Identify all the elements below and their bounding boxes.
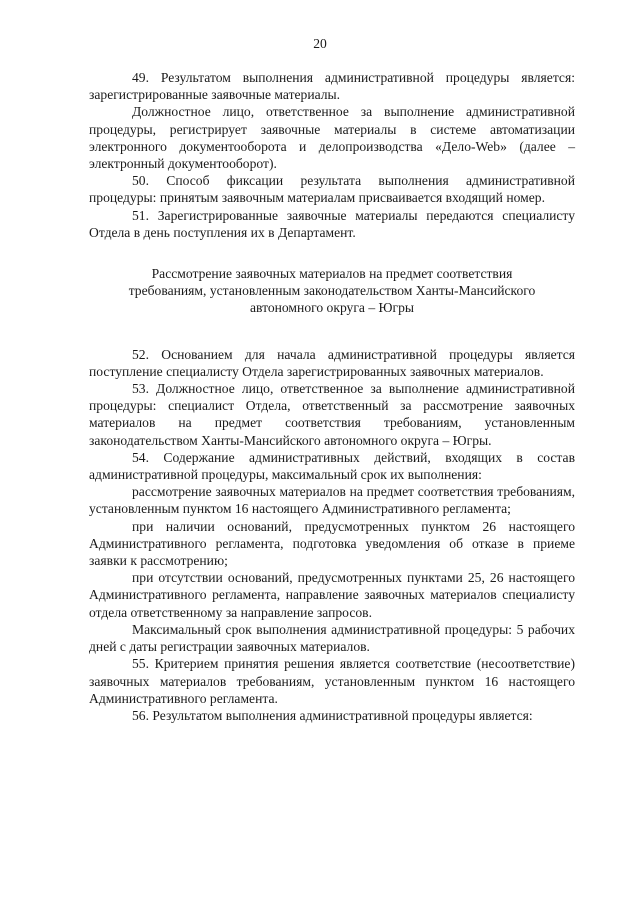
paragraph-55: 55. Критерием принятия решения является соответствие (несоответствие) заявочных материалов требованиям, установленным пунктом 16 настоящего Административного регламента. xyxy=(89,656,575,706)
paragraph-53: 53. Должностное лицо, ответственное за выполнение административной процедуры: специалист Отдела, ответственный за рассмотрение заявочных материалов на предмет соответствия требованиям, установленным законодательством Ханты-Мансийского автономного округа – Югры. xyxy=(89,381,575,448)
paragraph-50: 50. Способ фиксации результата выполнения административной процедуры: принятым заявочным материалам присваивается входящий номер. xyxy=(89,173,575,206)
list-item-review: рассмотрение заявочных материалов на предмет соответствия требованиям, установленным пунктом 16 настоящего Административного регламента; xyxy=(89,484,575,517)
paragraph-51: 51. Зарегистрированные заявочные материалы передаются специалисту Отдела в день поступления их в Департамент. xyxy=(89,207,575,240)
section-heading xyxy=(89,265,575,317)
paragraph-56: 56. Результатом выполнения административной процедуры является: xyxy=(132,707,533,723)
paragraph-49: 49. Результатом выполнения административной процедуры является: зарегистрированные заявочные материалы. xyxy=(89,70,575,103)
section-heading-line-1: Рассмотрение заявочных материалов на предмет соответствия xyxy=(151,266,513,282)
paragraph-49-responsible: Должностное лицо, ответственное за выполнение административной процедуры, регистрирует заявочные материалы в системе автоматизации электронного документооборота и делопроизводства «Дело-Web» (далее – электронный документооборот). xyxy=(89,104,575,172)
document-body xyxy=(89,69,575,724)
list-item-refusal: при наличии оснований, предусмотренных пунктом 26 настоящего Административного регламента, подготовка уведомления об отказе в приеме заявки к рассмотрению; xyxy=(89,518,575,569)
section-heading-line-2: требованиям, установленным законодательством Ханты-Мансийского xyxy=(128,283,536,299)
paragraph-52: 52. Основанием для начала административной процедуры является поступление специалисту Отдела зарегистрированных заявочных материалов. xyxy=(89,346,575,379)
list-item-forwarding: при отсутствии оснований, предусмотренных пунктами 25, 26 настоящего Административного регламента, направление заявочных материалов специалисту отдела ответственному за направление запросов. xyxy=(89,570,575,620)
page-number: 20 xyxy=(313,36,327,51)
paragraph-max-term: Максимальный срок выполнения административной процедуры: 5 рабочих дней с даты регистрации заявочных материалов. xyxy=(89,621,575,655)
paragraph-54: 54. Содержание административных действий, входящих в состав административной процедуры, максимальный срок их выполнения: xyxy=(89,449,575,483)
section-heading-line-3: автономного округа – Югры xyxy=(249,300,415,316)
